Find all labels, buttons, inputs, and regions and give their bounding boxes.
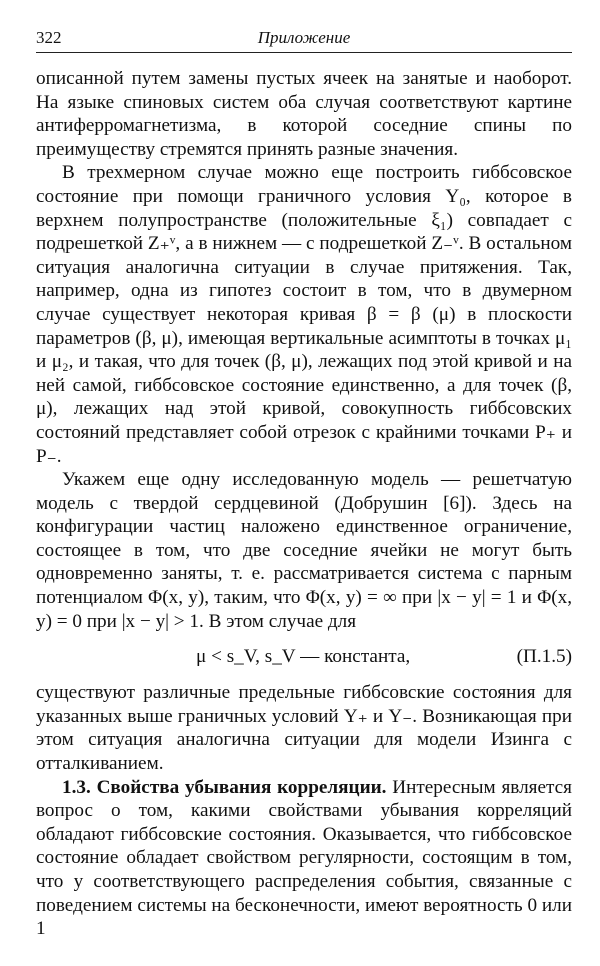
formula-expression: μ < s_V, s_V — константа,	[196, 646, 411, 668]
running-title: Приложение	[257, 28, 351, 47]
paragraph-4: существуют различные предельные гиббсовские состояния для указанных выше граничных условий Y₊ и Y₋. Возникающая при этом ситуация аналогична ситуации для модели Изинга с отталкиванием.	[36, 682, 572, 775]
section-1-3	[36, 776, 572, 941]
formula-tag: (П.1.5)	[516, 646, 572, 668]
paragraph-1: описанной путем замены пустых ячеек на занятые и наоборот. На языке спиновых систем оба случая соответствуют картине антиферромагнетизма, в которой соседние спины по преимуществу стремятся принять разные значения.	[36, 68, 572, 160]
paragraph-2: В трехмерном случае можно еще построить гиббсовское состояние при помощи граничного условия Y₀, которое в верхнем полупространстве (положительные ξ₁) совпадает с подрешеткой Z₊ᵛ, а в нижнем — с подрешеткой Z₋ᵛ. В остальном ситуация аналогична ситуации в случае притяжения. Так, например, одна из гипотез состоит в том, что в двумерном случае существует некоторая кривая β = β (μ) в плоскости параметров (β, μ), имеющая вертикальные асимптоты в точках μ₁ и μ₂, и такая, что для точек (β, μ), лежащих под этой кривой и на ней самой, гиббсовское состояние единственно, а для точек (β, μ), лежащих над этой кривой, совокупность гиббсовских состояний представляет собой отрезок с крайними точками P₊ и P₋.	[36, 162, 572, 467]
page-body	[36, 67, 572, 941]
section-text: Интересным является вопрос о том, какими свойствами убывания корреляций обладают гиббсовские состояния. Оказывается, что гиббсовское состояние обладает свойством регулярности, состоящим в том, что у соответствующего распределения события, связанные с поведением системы на бесконечности, имеют вероятность 0 или 1	[36, 776, 572, 940]
page-number: 322	[36, 28, 62, 47]
formula-p-1-5	[36, 645, 572, 669]
book-page	[36, 22, 572, 941]
paragraph-3: Укажем еще одну исследованную модель — решетчатую модель с твердой сердцевиной (Добрушин [6]). Здесь на конфигурации частиц наложено единственное ограничение, состоящее в том, что две соседние ячейки не могут быть одновременно заняты, т. е. рассматривается система с парным потенциалом Φ(x, y), таким, что Φ(x, y) = ∞ при |x − y| = 1 и Φ(x, y) = 0 при |x − y| > 1. В этом случае для	[36, 469, 572, 632]
page-header	[36, 22, 572, 53]
section-heading: 1.3. Свойства убывания корреляции.	[62, 776, 387, 798]
